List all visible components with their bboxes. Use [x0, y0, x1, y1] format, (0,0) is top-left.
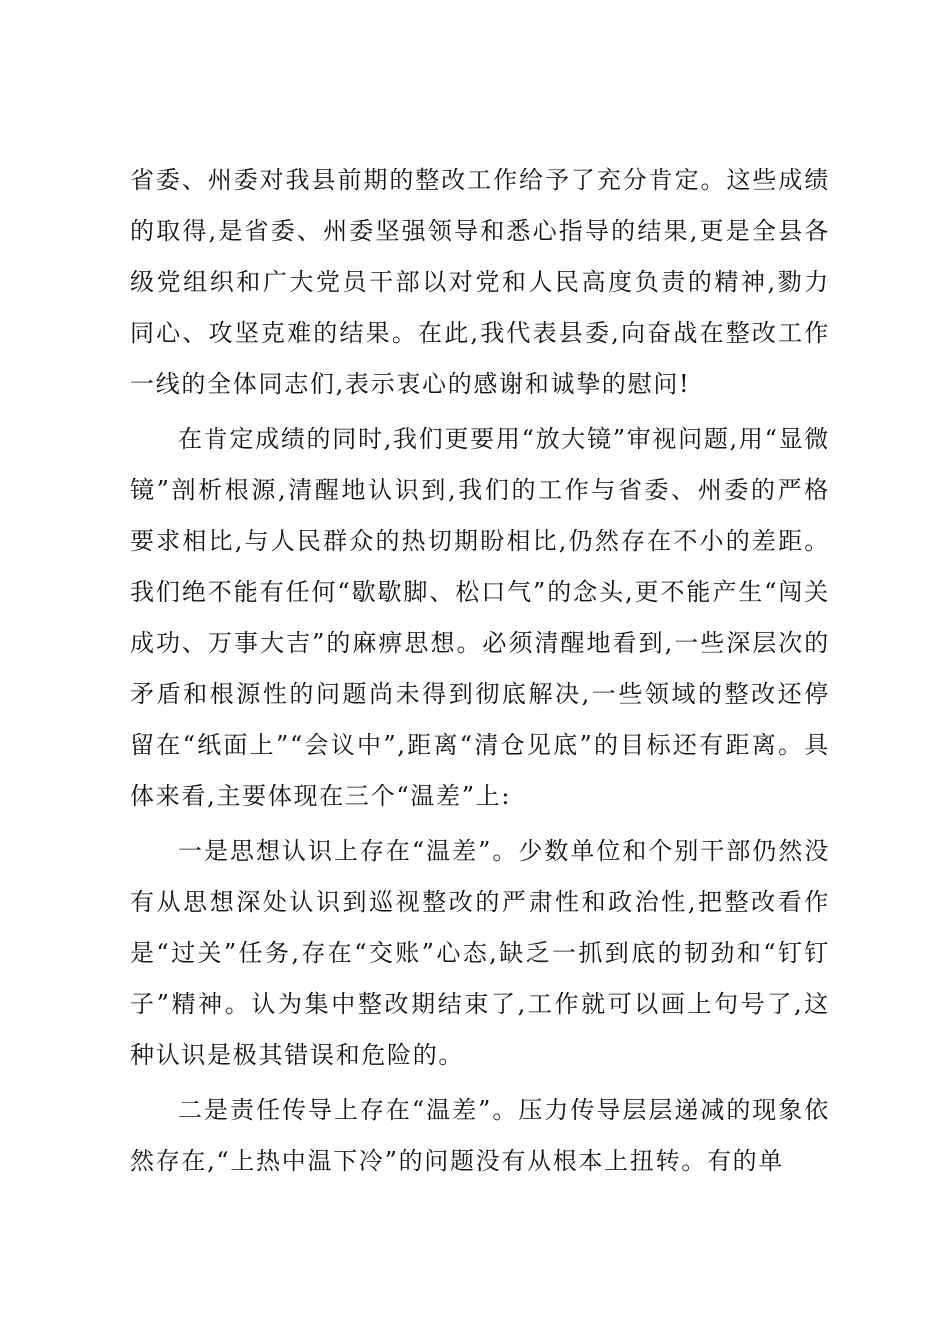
paragraph-1: 省委、州委对我县前期的整改工作给予了充分肯定。这些成绩的取得,是省委、州委坚强领导和悉心指导的结果,更是全县各级党组织和广大党员干部以对党和人民高度负责的精神,勠力同心、攻坚克难的结果。在此,我代表县委,向奋战在整改工作一线的全体同志们,表示衷心的感谢和诚挚的慰问!	[130, 166, 830, 398]
paragraph-4: 二是责任传导上存在“温差”。压力传导层层递减的现象依然存在,“上热中温下冷”的问题没有从根本上扭转。有的单	[130, 1096, 830, 1175]
document-body	[130, 155, 830, 1191]
paragraph-2: 在肯定成绩的同时,我们更要用“放大镜”审视问题,用“显微镜”剖析根源,清醒地认识到,我们的工作与省委、州委的严格要求相比,与人民群众的热切期盼相比,仍然存在不小的差距。我们绝不能有任何“歇歇脚、松口气”的念头,更不能产生“闯关成功、万事大吉”的麻痹思想。必须清醒地看到,一些深层次的矛盾和根源性的问题尚未得到彻底解决,一些领域的整改还停留在“纸面上”“会议中”,距离“清仓见底”的目标还有距离。具体来看,主要体现在三个“温差”上:	[130, 425, 830, 810]
paragraph-3: 一是思想认识上存在“温差”。少数单位和个别干部仍然没有从思想深处认识到巡视整改的严肃性和政治性,把整改看作是“过关”任务,存在“交账”心态,缺乏一抓到底的韧劲和“钉钉子”精神。认为集中整改期结束了,工作就可以画上句号了,这种认识是极其错误和危险的。	[130, 837, 830, 1069]
